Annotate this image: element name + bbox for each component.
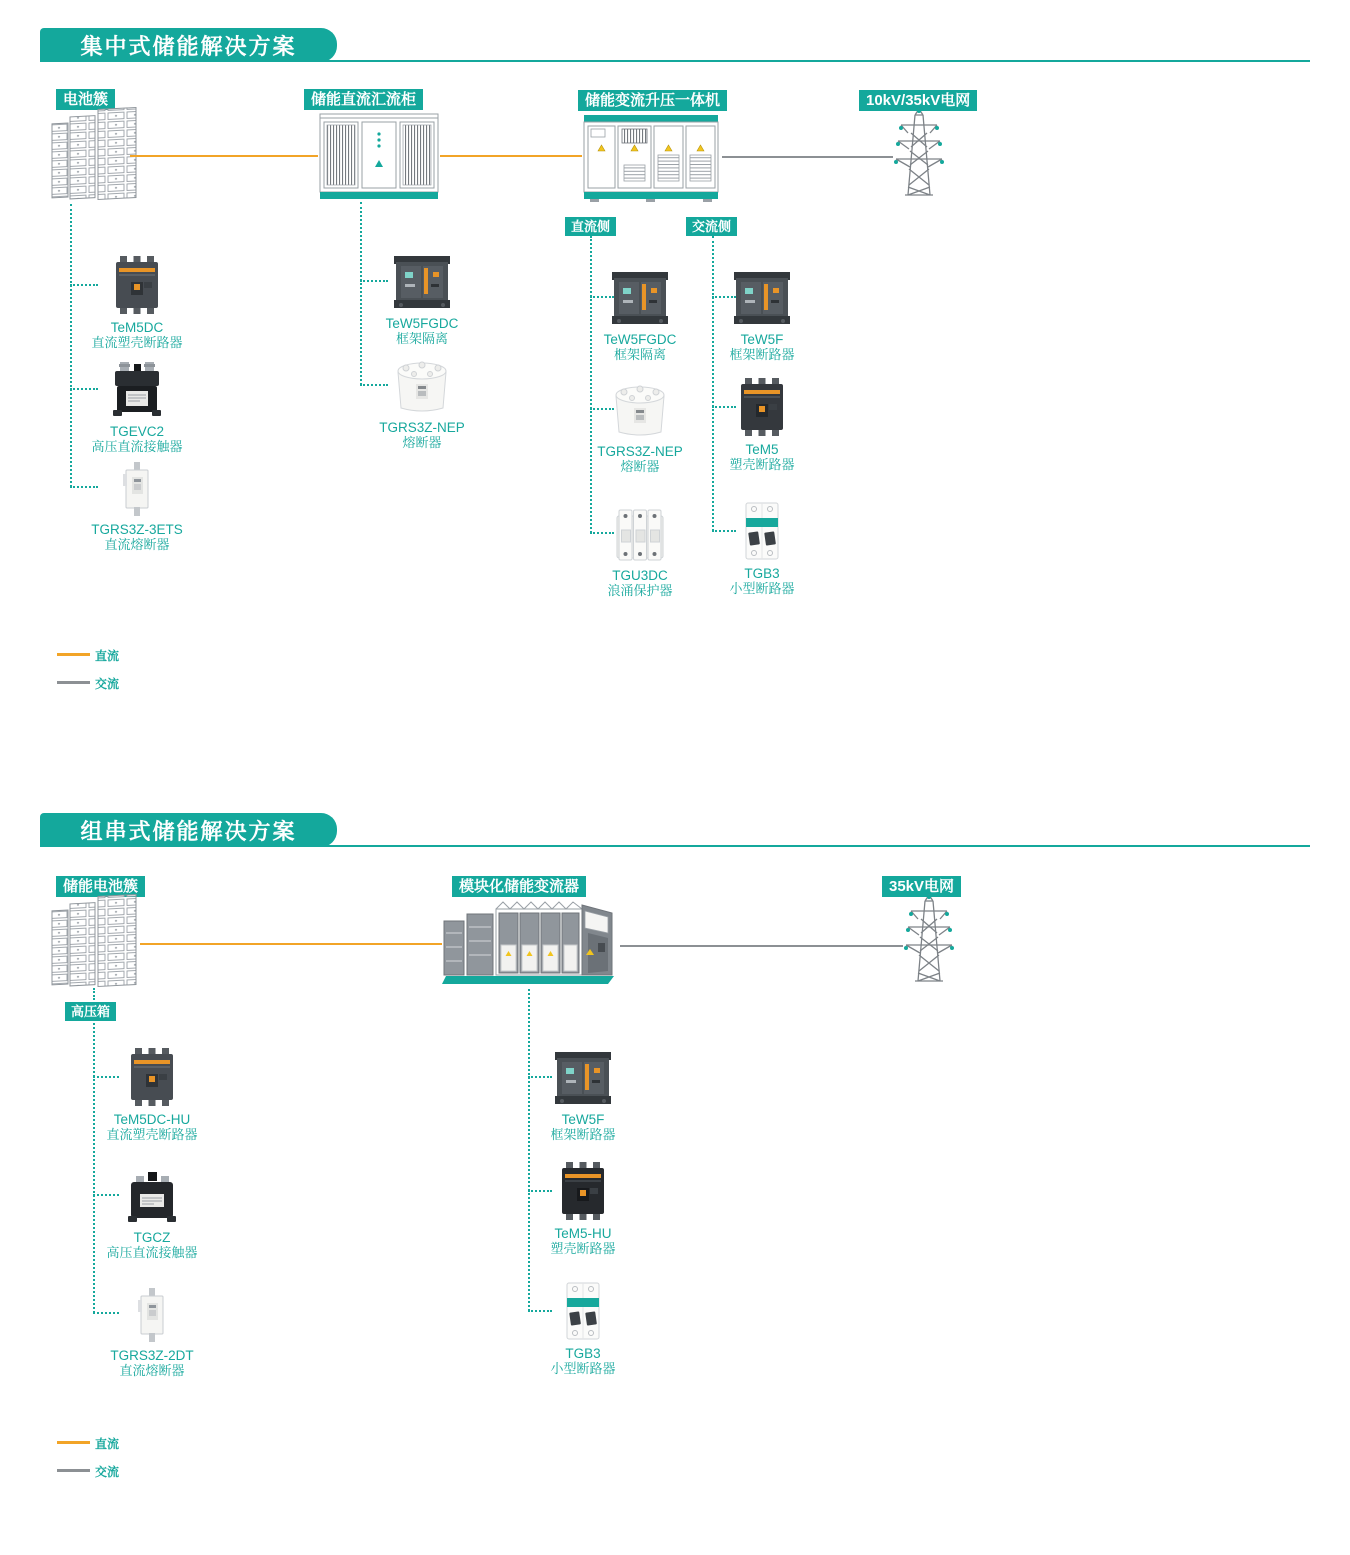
surge-protector-icon [615,504,665,562]
component-name: TGRS3Z-NEP [597,444,683,459]
component-tgb3-acside [687,502,837,597]
component-desc: 熔断器 [620,459,660,474]
round-fuse-icon [392,356,452,414]
component-desc: 塑壳断路器 [729,457,795,472]
ac-link-pcs-grid [722,156,893,158]
component-name: TeW5F [740,332,784,347]
legend-ac-line [57,681,90,684]
section1-title-underline [40,60,1310,62]
legend-ac-line [57,1469,90,1472]
component-name: TeW5FGDC [385,316,459,331]
component-name: TGRS3Z-NEP [379,420,465,435]
legend-dc-label: 直流 [95,649,120,663]
component-tgrs3z-2dt [77,1284,227,1379]
component-tem5dc [62,256,212,351]
ac-link-converter-grid [620,945,903,947]
acb-frame-breaker-icon [393,252,451,310]
component-name: TGU3DC [612,568,668,583]
mcb-breaker-icon [743,502,781,560]
component-desc: 塑壳断路器 [550,1241,616,1256]
node-35kv-grid-label: 35kV电网 [882,876,961,897]
mccb-breaker-icon [129,1048,175,1106]
dc-side-chip: 直流侧 [565,217,616,236]
component-name: TGRS3Z-2DT [110,1348,194,1363]
component-tem5-hu [508,1162,658,1257]
mcb-breaker-icon [564,1282,602,1340]
mccb-breaker-icon [114,256,160,314]
component-tgrs3z-3ets [62,458,212,553]
component-name: TGCZ [133,1230,171,1245]
mccb-breaker-icon [739,378,785,436]
converter2-branch-line [528,989,530,1311]
component-desc: 高压直流接触器 [91,439,183,454]
component-tgevc2 [62,360,212,455]
hv-dc-contactor-icon [113,360,161,418]
legend-dc-label: 直流 [95,1437,120,1451]
mccb-breaker-icon [560,1162,606,1220]
ac-side-chip: 交流侧 [686,217,737,236]
component-desc: 浪涌保护器 [607,583,673,598]
component-desc: 直流塑壳断路器 [106,1127,198,1142]
component-tew5fgdc-combiner [347,252,497,347]
component-name: TGEVC2 [109,424,164,439]
component-desc: 框架断路器 [729,347,795,362]
node-modular-converter-label: 模块化储能变流器 [452,876,586,897]
component-desc: 高压直流接触器 [106,1245,198,1260]
component-desc: 直流塑壳断路器 [91,335,183,350]
node-battery-cluster-label: 电池簇 [56,89,115,110]
pcs-step-up-container-icon [582,113,720,208]
legend-dc-line [57,653,90,656]
component-desc: 直流熔断器 [119,1363,185,1378]
component-tgrs3z-nep-combiner [347,356,497,451]
component-tem5-acside [687,378,837,473]
component-name: TGRS3Z-3ETS [91,522,183,537]
component-desc: 小型断路器 [550,1361,616,1376]
component-desc: 框架隔离 [613,347,666,362]
legend-ac-label: 交流 [95,1465,120,1479]
battery-rack-icon [50,106,138,207]
component-name: TGB3 [744,566,780,581]
component-name: TeM5DC-HU [113,1112,191,1127]
component-name: TeW5FGDC [603,332,677,347]
section2-title: 组串式储能解决方案 [40,813,337,847]
component-desc: 直流熔断器 [104,537,170,552]
component-desc: 框架断路器 [550,1127,616,1142]
dc-link-battery-combiner [130,155,318,157]
legend-dc-line [57,1441,90,1444]
component-desc: 熔断器 [402,435,442,450]
hv-dc-contactor-icon [128,1166,176,1224]
hv-box-chip: 高压箱 [65,1002,116,1021]
component-name: TeM5-HU [554,1226,612,1241]
acb-frame-breaker-icon [554,1048,612,1106]
open-container-converter-icon [442,897,618,992]
legend-ac-label: 交流 [95,677,120,691]
round-fuse-icon [610,380,670,438]
component-name: TeM5DC [110,320,164,335]
dc-combiner-cabinet-icon [318,112,440,207]
node-grid-label: 10kV/35kV电网 [859,90,977,111]
acb-frame-breaker-icon [733,268,791,326]
acb-frame-breaker-icon [611,268,669,326]
component-desc: 框架隔离 [395,331,448,346]
section2-title-underline [40,845,1310,847]
component-tgb3-s2 [508,1282,658,1377]
node-dc-combiner-label: 储能直流汇流柜 [304,89,423,110]
component-tew5f-s2 [508,1048,658,1143]
transmission-tower-icon [903,893,955,990]
dc-fuse-icon [136,1284,168,1342]
component-desc: 小型断路器 [729,581,795,596]
dc-link-battery-converter [140,943,442,945]
component-tew5f-acside [687,268,837,363]
component-tgcz [77,1166,227,1261]
component-name: TeW5F [561,1112,605,1127]
node-pcs-label: 储能变流升压一体机 [578,90,727,111]
dc-fuse-icon [121,458,153,516]
component-name: TGB3 [565,1346,601,1361]
component-tem5dc-hu [77,1048,227,1143]
dc-link-combiner-pcs [440,155,582,157]
transmission-tower-icon [893,107,945,204]
component-name: TeM5 [745,442,779,457]
node-storage-battery-cluster-label: 储能电池簇 [56,876,145,897]
hv-box-stub-line [93,988,95,1000]
section1-title: 集中式储能解决方案 [40,28,337,62]
battery-rack-icon [50,893,138,994]
